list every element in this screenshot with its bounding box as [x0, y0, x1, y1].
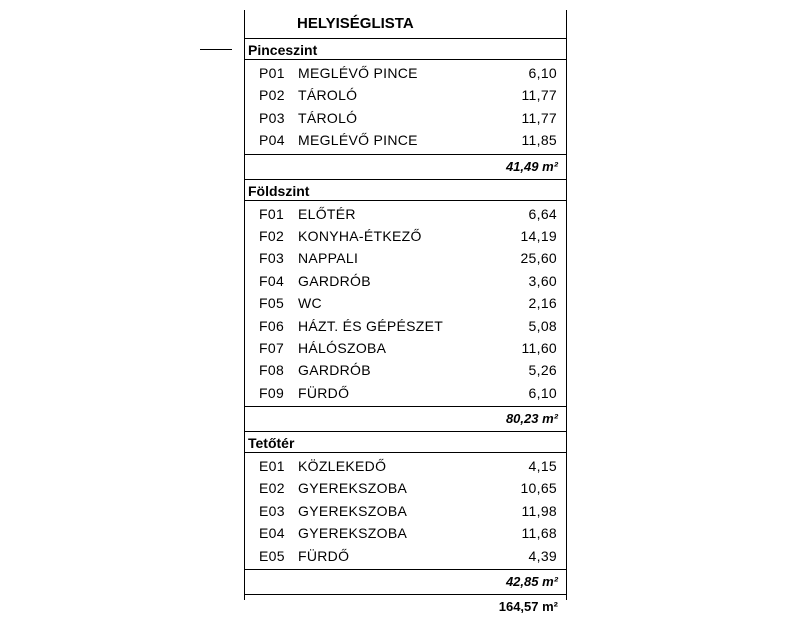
right-border-line: [566, 10, 567, 600]
room-list-table: [245, 10, 566, 619]
room-code: P01: [259, 65, 285, 81]
room-code: E01: [259, 458, 285, 475]
room-code: F05: [259, 295, 285, 312]
room-code: E03: [259, 502, 285, 519]
room-row: [245, 225, 566, 247]
section-heading: Tetőtér: [245, 431, 566, 453]
room-name: KONYHA-ÉTKEZŐ: [298, 227, 422, 244]
section-subtotal: 80,23 m²: [245, 406, 566, 431]
section-subtotal: 42,85 m²: [245, 569, 566, 594]
room-name: HÁZT. ÉS GÉPÉSZET: [298, 317, 444, 334]
room-row: [245, 500, 566, 522]
room-area: 11,98: [521, 502, 557, 519]
room-area: 2,16: [528, 295, 557, 312]
room-area: 6,10: [528, 65, 557, 81]
room-name: WC: [298, 295, 322, 312]
room-name: GYEREKSZOBA: [298, 525, 408, 542]
room-code: P04: [259, 132, 285, 149]
room-code: F04: [259, 272, 285, 289]
room-area: 11,85: [521, 132, 557, 149]
room-name: GYEREKSZOBA: [298, 480, 408, 497]
room-row: [245, 62, 566, 84]
room-row: [245, 203, 566, 225]
section-tetoter: [245, 431, 566, 594]
section-heading: Földszint: [245, 179, 566, 201]
section-heading: Pinceszint: [245, 38, 566, 60]
room-area: 4,15: [528, 458, 557, 475]
room-row: [245, 382, 566, 404]
room-name: FÜRDŐ: [298, 547, 350, 564]
room-name: NAPPALI: [298, 250, 359, 267]
room-row: [245, 270, 566, 292]
room-code: F03: [259, 250, 285, 267]
room-code: E04: [259, 525, 285, 542]
room-row: [245, 107, 566, 129]
room-row: [245, 477, 566, 499]
room-row: [245, 522, 566, 544]
room-code: P02: [259, 87, 285, 104]
room-row: [245, 337, 566, 359]
room-area: 14,19: [520, 227, 557, 244]
room-code: F07: [259, 339, 285, 356]
room-row: [245, 315, 566, 337]
room-row: [245, 247, 566, 269]
room-code: E02: [259, 480, 285, 497]
room-name: FÜRDŐ: [298, 384, 350, 401]
room-area: 6,64: [528, 205, 557, 222]
room-area: 11,60: [521, 339, 557, 356]
room-area: 3,60: [528, 272, 557, 289]
room-code: P03: [259, 109, 285, 126]
room-code: F08: [259, 362, 285, 379]
room-area: 11,68: [521, 525, 557, 542]
room-name: HÁLÓSZOBA: [298, 339, 387, 356]
room-area: 25,60: [520, 250, 557, 267]
room-row: [245, 84, 566, 106]
room-row: [245, 359, 566, 381]
room-area: 4,39: [528, 547, 557, 564]
room-name: ELŐTÉR: [298, 205, 356, 222]
room-code: F02: [259, 227, 285, 244]
room-area: 10,65: [520, 480, 557, 497]
room-row: [245, 455, 566, 477]
room-row: [245, 129, 566, 151]
room-area: 11,77: [521, 87, 557, 104]
room-name: GYEREKSZOBA: [298, 502, 408, 519]
section-pinceszint: [245, 38, 566, 179]
room-area: 11,77: [521, 109, 557, 126]
room-code: F06: [259, 317, 285, 334]
section-foldszint: [245, 179, 566, 432]
room-name: GARDRÓB: [298, 362, 371, 379]
section-subtotal: 41,49 m²: [245, 154, 566, 179]
room-name: MEGLÉVŐ PINCE: [298, 132, 418, 149]
room-name: TÁROLÓ: [298, 87, 358, 104]
room-code: F09: [259, 384, 285, 401]
room-code: E05: [259, 547, 285, 564]
grand-total: 164,57 m²: [245, 594, 566, 619]
room-name: MEGLÉVŐ PINCE: [298, 65, 418, 81]
room-list-title: HELYISÉGLISTA: [297, 15, 414, 32]
room-area: 5,08: [528, 317, 557, 334]
room-row: [245, 292, 566, 314]
room-code: F01: [259, 205, 285, 222]
room-name: TÁROLÓ: [298, 109, 358, 126]
room-name: KÖZLEKEDŐ: [298, 458, 387, 475]
room-area: 5,26: [528, 362, 557, 379]
leader-line: [200, 49, 232, 50]
room-area: 6,10: [528, 384, 557, 401]
room-row: [245, 545, 566, 567]
room-name: GARDRÓB: [298, 272, 371, 289]
